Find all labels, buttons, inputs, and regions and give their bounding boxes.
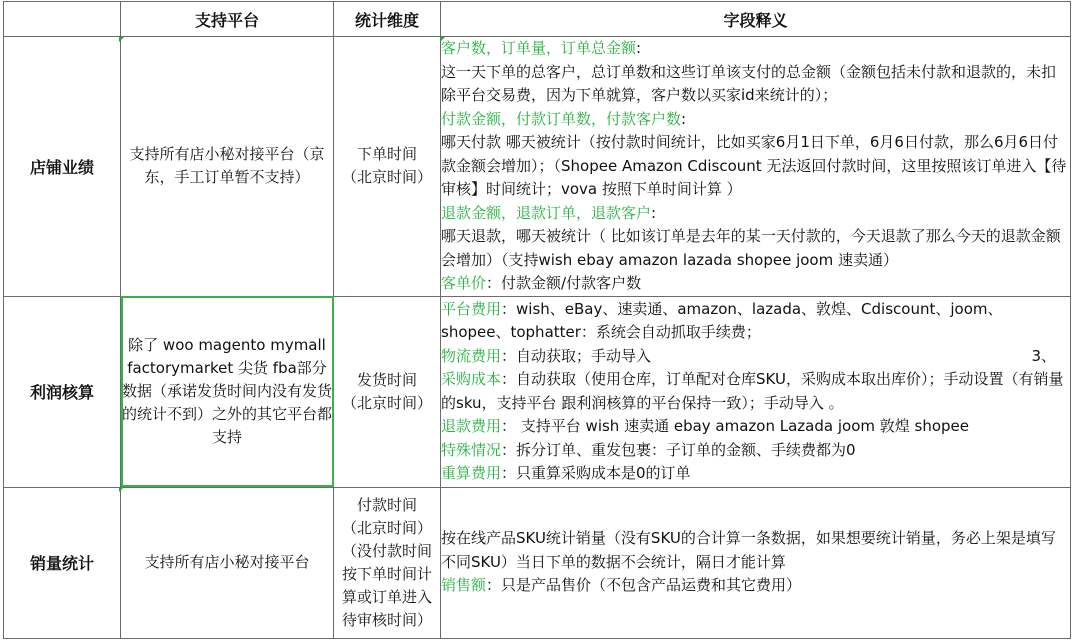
header-row	[4, 2, 1071, 37]
field-text: ：只是产品售价（不包含产品运费和其它费用）	[486, 576, 802, 595]
desc-line	[441, 368, 1070, 415]
table-row	[4, 296, 1071, 487]
field-label: 特殊情况	[441, 440, 502, 459]
desc-line	[441, 272, 1070, 296]
stats-table	[3, 1, 1071, 639]
field-text: :	[636, 39, 642, 57]
field-text: :	[651, 203, 657, 222]
comment-marker-icon	[119, 37, 124, 42]
desc-line	[441, 574, 1070, 598]
field-text: ： 支持平台 wish 速卖通 ebay amazon Lazada joom 敦煌 shopee	[501, 417, 969, 435]
dimension-cell[interactable]	[334, 487, 441, 638]
field-label: 重算费用	[441, 464, 502, 482]
field-text: 哪天退款，哪天被统计（ 比如该订单是去年的某一天付款的，今天退款了那么今天的退款金额会增加）（支持wish ebay amazon lazada shopee joom 速卖通）	[441, 227, 1061, 269]
desc-line	[441, 202, 1070, 226]
dimension-cell[interactable]	[334, 296, 441, 487]
field-label: 物流费用	[441, 346, 502, 365]
desc-line	[441, 345, 1070, 369]
field-label: 销售额	[441, 576, 487, 595]
dimension-cell[interactable]	[334, 37, 441, 297]
dimension-line: 待审核时间）	[341, 610, 432, 629]
platform-cell[interactable]: 支持所有店小秘对接平台（京东，手工订单暂不支持）	[121, 37, 334, 297]
dimension-line: 下单时间	[356, 145, 417, 164]
desc-line	[441, 439, 1070, 463]
desc-line	[441, 298, 1070, 345]
field-extra: 3、	[1031, 346, 1056, 365]
field-text: 哪天付款 哪天被统计（按付款时间统计，比如买家6月1日下单，6月6日付款，那么6月6日付款金额会增加）；（Shopee Amazon Cdiscount 无法返回付款时间，这里按照该订单进入【待审核】时间统计；vova 按照下单时间计算 ）	[441, 133, 1067, 198]
dimension-line: 发货时间	[356, 370, 417, 389]
table-row	[4, 37, 1071, 297]
field-label: 平台费用	[441, 299, 502, 318]
field-label: 付款金额，付款订单数，付款客户数	[441, 109, 682, 128]
field-text: ：拆分订单、重发包裹：子订单的金额、手续费都为0	[501, 440, 856, 459]
desc-line	[441, 61, 1070, 108]
row-label-cell[interactable]: 店铺业绩	[4, 37, 121, 297]
field-text: ：wish、eBay、速卖通、amazon、lazada、敦煌、Cdiscount、joom、shopee、tophatter：系统会自动抓取手续费；	[441, 299, 1003, 341]
field-label: 采购成本	[441, 370, 502, 388]
dimension-line: （北京时间）	[341, 393, 432, 412]
desc-line	[441, 462, 1070, 486]
header-empty-cell[interactable]	[4, 2, 121, 37]
dimension-line: （没付款时间	[341, 541, 432, 560]
field-label: 客户数，订单量，订单总金额	[441, 39, 637, 57]
platform-cell[interactable]: 支持所有店小秘对接平台	[121, 487, 334, 638]
dimension-line: 付款时间	[356, 495, 417, 514]
desc-line	[441, 225, 1070, 272]
row-label-cell[interactable]: 利润核算	[4, 296, 121, 487]
header-description[interactable]: 字段释义	[441, 2, 1071, 37]
field-text: ：自动获取（使用仓库，订单配对仓库SKU，采购成本取出库价）；手动设置（有销量的sku，支持平台 跟利润核算的平台保持一致）；手动导入 。	[441, 370, 1064, 412]
comment-marker-icon	[119, 487, 124, 492]
field-label: 退款费用	[441, 417, 502, 435]
platform-cell-selected[interactable]: 除了 woo magento mymall factorymarket 尖货 fba部分数据（承诺发货时间内没有发货的统计不到）之外的其它平台都支持	[121, 296, 334, 487]
field-text: 这一天下单的总客户，总订单数和这些订单该支付的总金额（金额包括未付款和退款的，未扣除平台交易费，因为下单就算，客户数以买家id来统计的）；	[441, 62, 1057, 104]
field-label: 退款金额，退款订单，退款客户	[441, 203, 652, 222]
desc-line	[441, 37, 1070, 61]
field-text: ：自动获取；手动导入	[501, 346, 652, 365]
dimension-line: （北京时间）	[341, 518, 432, 537]
field-text: ：付款金额/付款客户数	[486, 274, 642, 292]
field-text: ：只重算采购成本是0的订单	[501, 464, 691, 482]
dimension-line: 按下单时间计	[341, 564, 432, 583]
dimension-line: 算或订单进入	[341, 587, 432, 606]
header-platform[interactable]: 支持平台	[121, 2, 334, 37]
header-dimension[interactable]: 统计维度	[334, 2, 441, 37]
comment-marker-icon	[440, 37, 445, 42]
dimension-line: （北京时间）	[341, 168, 432, 187]
description-cell[interactable]	[441, 296, 1071, 487]
desc-line	[441, 527, 1070, 574]
field-text: 按在线产品SKU统计销量（没有SKU的合计算一条数据，如果想要统计销量，务必上架是填写不同SKU）当日下单的数据不会统计，隔日才能计算	[441, 529, 1056, 571]
row-label-cell[interactable]: 销量统计	[4, 487, 121, 638]
field-label: 客单价	[441, 274, 487, 292]
table-row	[4, 487, 1071, 638]
desc-line	[441, 131, 1070, 202]
field-text: :	[681, 109, 687, 128]
description-cell[interactable]	[441, 37, 1071, 297]
description-cell[interactable]	[441, 487, 1071, 638]
desc-line	[441, 108, 1070, 132]
desc-line	[441, 415, 1070, 439]
